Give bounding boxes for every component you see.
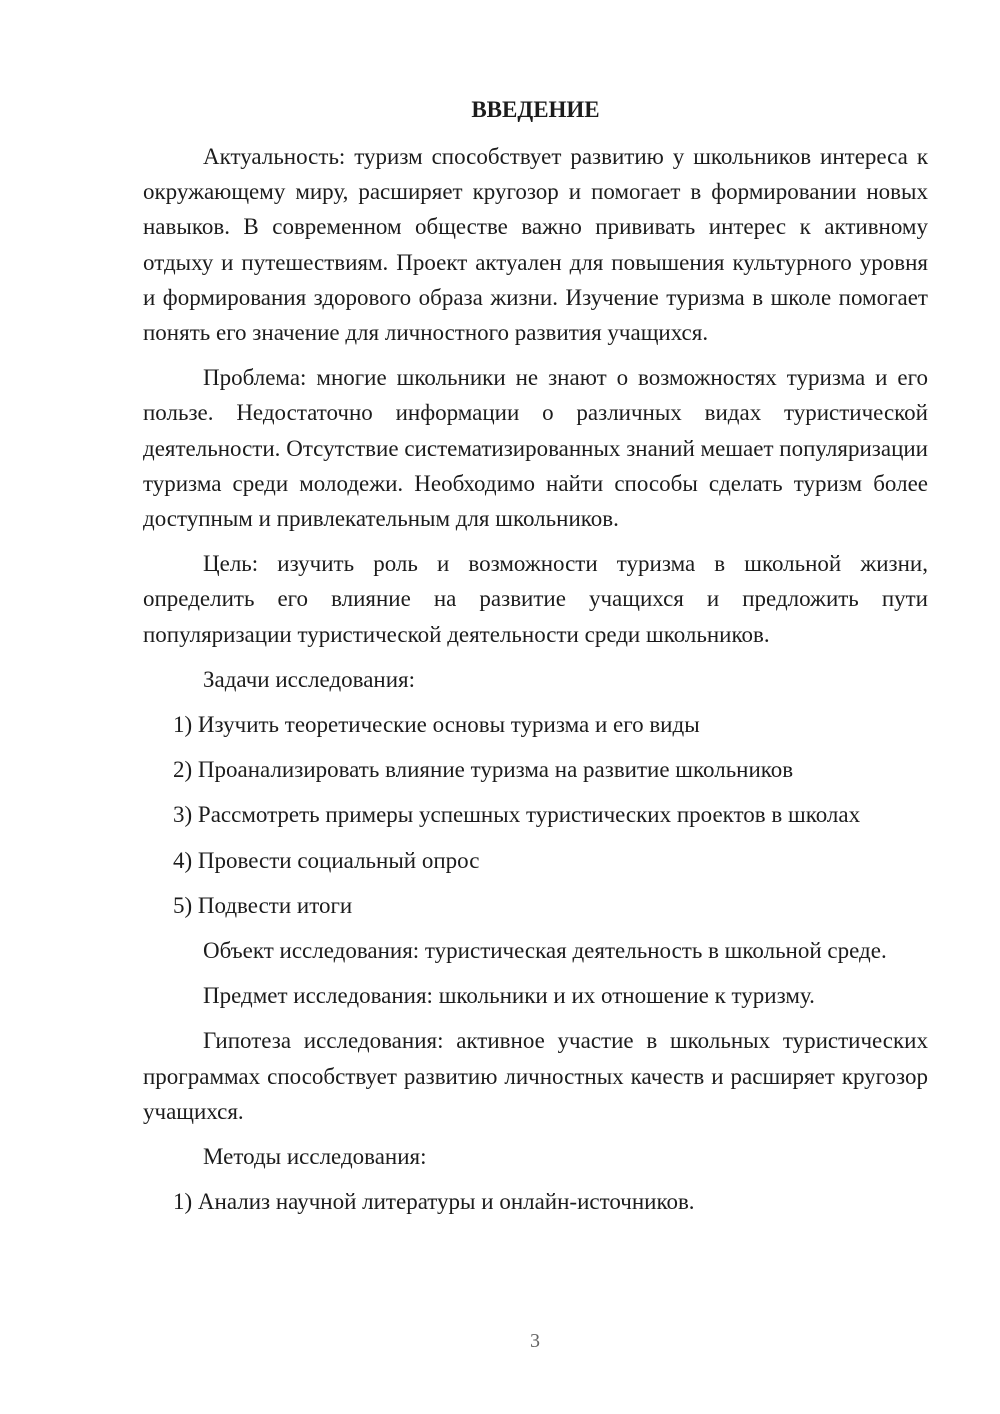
tasks-heading: Задачи исследования: bbox=[203, 666, 416, 692]
tasks-list bbox=[143, 707, 928, 923]
task-item: 2) Проанализировать влияние туризма на развитие школьников bbox=[173, 757, 794, 783]
document-page bbox=[143, 92, 928, 1229]
object-paragraph: Объект исследования: туристическая деятельность в школьной среде. bbox=[203, 938, 887, 964]
subject-paragraph: Предмет исследования: школьники и их отношение к туризму. bbox=[203, 983, 815, 1009]
task-item: 3) Рассмотреть примеры успешных туристических проектов в школах bbox=[173, 802, 861, 828]
hypothesis-paragraph: Гипотеза исследования: активное участие в школьных туристических программах способствует развитию личностных качеств и расширяет кругозор учащихся. bbox=[143, 1028, 928, 1124]
methods-list bbox=[143, 1184, 928, 1219]
problem-paragraph: Проблема: многие школьники не знают о возможностях туризма и его пользе. Недостаточно информации о различных видах туристической деятельности. Отсутствие систематизированных знаний мешает популяризации туризма среди молодежи. Необходимо найти способы сделать туризм более доступным и привлекательным для школьников. bbox=[143, 365, 928, 532]
methods-heading: Методы исследования: bbox=[203, 1144, 427, 1170]
goal-paragraph: Цель: изучить роль и возможности туризма в школьной жизни, определить его влияние на развитие учащихся и предложить пути популяризации туристической деятельности среди школьников. bbox=[143, 551, 928, 647]
method-item: 1) Анализ научной литературы и онлайн-источников. bbox=[173, 1189, 695, 1215]
task-item: 5) Подвести итоги bbox=[173, 892, 353, 918]
relevance-paragraph: Актуальность: туризм способствует развитию у школьников интереса к окружающему миру, расширяет кругозор и помогает в формировании новых навыков. В современном обществе важно прививать интерес к активному отдыху и путешествиям. Проект актуален для повышения культурного уровня и формирования здорового образа жизни. Изучение туризма в школе помогает понять его значение для личностного развития учащихся. bbox=[143, 144, 928, 346]
section-title: ВВЕДЕНИЕ bbox=[471, 97, 600, 122]
page-number: 3 bbox=[530, 1330, 540, 1352]
task-item: 1) Изучить теоретические основы туризма и его виды bbox=[173, 712, 700, 738]
task-item: 4) Провести социальный опрос bbox=[173, 847, 480, 873]
